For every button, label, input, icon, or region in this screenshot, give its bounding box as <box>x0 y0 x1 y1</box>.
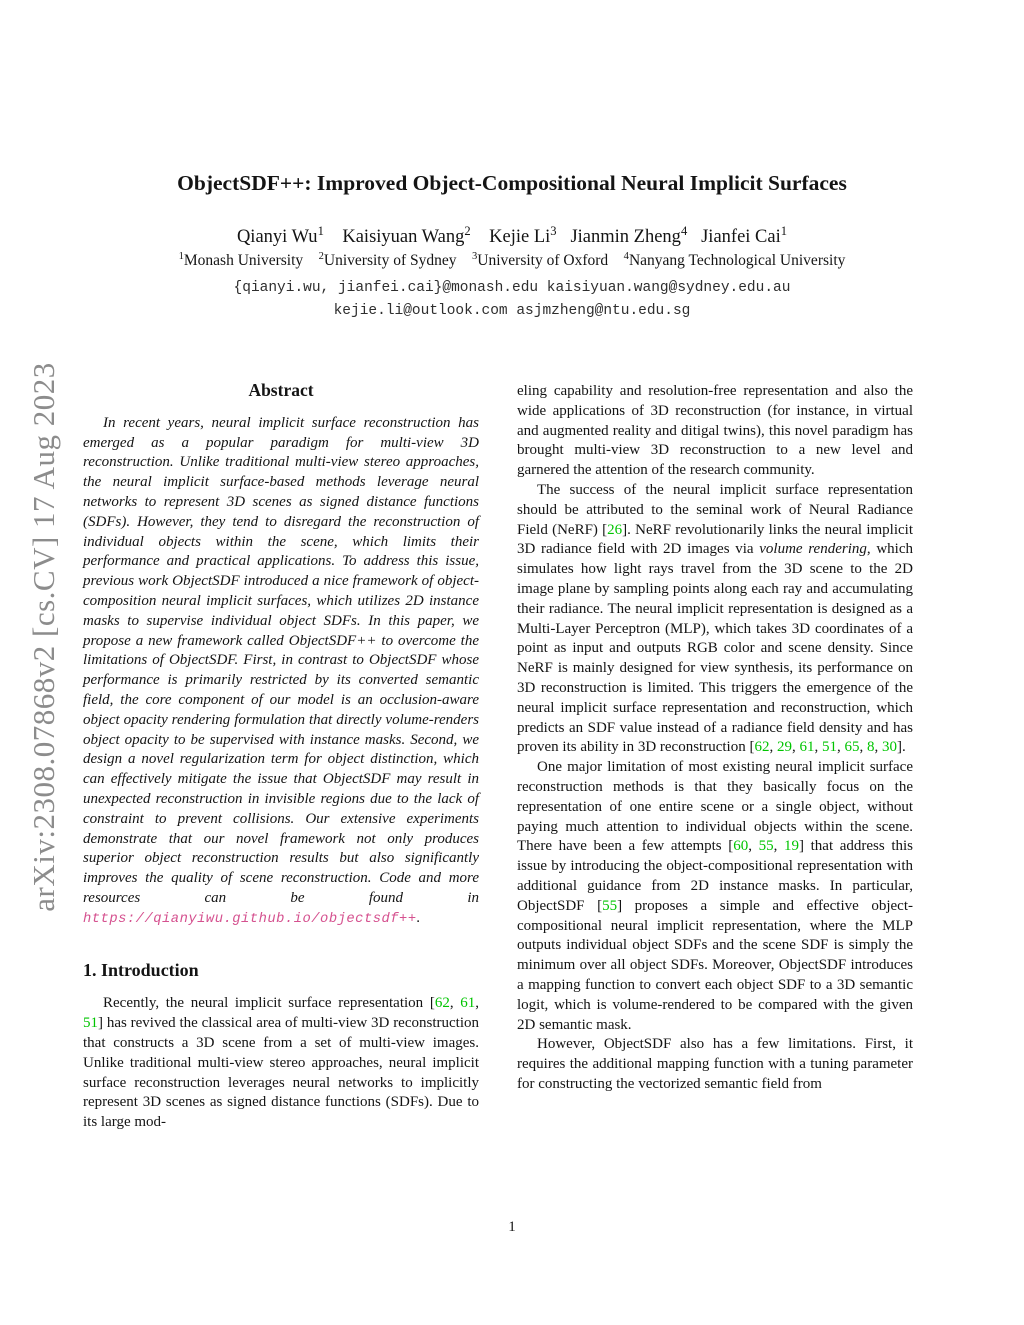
citation-link[interactable]: 29 <box>776 739 792 756</box>
citation-link[interactable]: 51 <box>821 739 837 756</box>
body-paragraph: One major limitation of most existing neural implicit surface reconstruction methods is that they basically focus on the representation of one entire scene or a single object, without paying much attention to individual objects within the scene. There have been a few attempts [60, 55, 19] that address this issue by introducing the object-compositional representation with additional guidance from 2D instance masks. In particular, ObjectSDF [55] proposes a simple and effective object-compositional neural implicit representation, where the MLP outputs individual object SDFs and the scene SDF is simply the minimum over all object SDFs. Moreover, ObjectSDF introduces a mapping function to convert each object SDF to a 3D semantic logit, which is volume-rendered to be compared with the given 2D semantic mask. <box>517 759 914 1033</box>
page-number: 1 <box>508 1219 516 1235</box>
citation-link[interactable]: 60 <box>733 838 749 855</box>
superscript: 1 <box>780 223 788 238</box>
citation-link[interactable]: 61 <box>460 995 476 1012</box>
citation-link[interactable]: 55 <box>602 897 618 914</box>
citation-link[interactable]: 8 <box>866 739 875 756</box>
arxiv-watermark: arXiv:2308.07868v2 [cs.CV] 17 Aug 2023 <box>26 362 61 912</box>
superscript: 4 <box>680 223 688 238</box>
superscript: 4 <box>623 250 629 262</box>
author-line: Qianyi Wu$^1$ Kaisiyuan Wang$^2$ Kejie Li$^3$ Jianmin Zheng$^4$ Jianfei Cai$^1$ <box>236 223 788 247</box>
paper-header <box>0 171 1024 323</box>
superscript: 3 <box>472 250 478 262</box>
body-paragraph: eling capability and resolution-free representation and also the wide applications of 3D reconstruction (for instance, in virtual and augmented reality and ditigal twins), this novel paradigm has brought multi-view 3D reconstruction to a new level and garnered the attention of the research community. <box>517 383 913 479</box>
superscript: 2 <box>318 250 324 262</box>
introduction-paragraph: Recently, the neural implicit surface representation [62, 61, 51] has revived the classical area of multi-view 3D reconstruction that constructs a 3D scene from a set of multi-view images. Unlike traditional multi-view stereo approaches, neural implicit surface reconstruction leverages neural networks to implicitly represent 3D scenes as signed distance functions (SDFs). Due to its large mod- <box>83 995 480 1131</box>
superscript: 1 <box>178 250 184 262</box>
left-column <box>83 381 479 1133</box>
superscript: 3 <box>550 223 557 238</box>
abstract-heading: Abstract <box>248 380 314 400</box>
citation-link[interactable]: 51 <box>83 1015 98 1032</box>
body-paragraph: The success of the neural implicit surface representation should be attributed to the seminal work of Neural Radiance Field (NeRF) [26]. NeRF revolutionarily links the neural implicit 3D radiance field with 2D images via volume rendering, which simulates how light rays travel from the 3D scene to the 2D image plane by sampling points along each ray and accumulating their radiance. The neural implicit representation is designed as a Multi-Layer Perceptron (MLP), which takes 3D coordinates of a point as input and outputs RGB color and scene density. Since NeRF is mainly designed for view synthesis, its performance on 3D reconstruction is limited. This triggers the emergence of the neural implicit surface representation and reconstruction, which predicts an SDF value instead of a radiance field density and has proven its ability in 3D reconstruction [62, 29, 61, 51, 65, 8, 30]. <box>517 481 913 756</box>
citation-link[interactable]: 30 <box>881 739 897 756</box>
citation-link[interactable]: 26 <box>607 521 623 538</box>
citation-link[interactable]: 19 <box>784 838 800 855</box>
superscript: 2 <box>464 223 471 238</box>
affiliation-line: $^1$Monash University $^2$University of Sydney $^3$University of Oxford $^4$Nanyang Technological University <box>178 250 846 269</box>
email-block <box>0 277 1024 323</box>
url-link[interactable]: https://qianyiwu.github.io/objectsdf++ <box>83 911 417 927</box>
citation-link[interactable]: 62 <box>754 739 770 756</box>
abstract-paragraph: In recent years, neural implicit surface reconstruction has emerged as a popular paradigm for multi-view 3D reconstruction. Unlike traditional multi-view stereo approaches, the neural implicit surface-based methods leverage neural networks to represent 3D scenes as signed distance functions (SDFs). However, they tend to disregard the reconstruction of individual objects within the scene, which limits their performance and practical applications. To address this issue, previous work ObjectSDF introduced a nice framework of object-composition neural implicit surfaces, which utilizes 2D instance masks to supervise individual object SDFs. In this paper, we propose a new framework called ObjectSDF++ to overcome the limitations of ObjectSDF. First, in contrast to ObjectSDF whose performance is primarily restricted by its converted semantic field, the core component of our model is an occlusion-aware object opacity rendering formulation that directly volume-renders object opacity to be supervised with instance masks. Second, we design a novel regularization term for object distinction, which can effectively mitigate the issue that ObjectSDF may result in unexpected reconstruction in invisible regions due to the lack of constraint to prevent collisions. Our extensive experiments demonstrate that our novel framework not only produces superior object reconstruction results but also significantly improves the quality of scene reconstruction. Code and more resources can be found in https://qianyiwu.github.io/objectsdf++. <box>83 414 479 927</box>
section-heading-introduction: 1. Introduction <box>83 959 199 980</box>
citation-link[interactable]: 62 <box>434 995 450 1012</box>
email-line-1: {qianyi.wu, jianfei.cai}@monash.edu kaisiyuan.wang@sydney.edu.au <box>233 280 791 296</box>
body-paragraph: However, ObjectSDF also has a few limitations. First, it requires the additional mapping function with a tuning parameter for constructing the vectorized semantic field from <box>517 1036 913 1092</box>
citation-link[interactable]: 65 <box>844 739 860 756</box>
page-title: ObjectSDF++: Improved Object-Compositional Neural Implicit Surfaces <box>177 171 847 195</box>
citation-link[interactable]: 55 <box>758 838 774 855</box>
email-line-2: kejie.li@outlook.com asjmzheng@ntu.edu.sg <box>333 303 691 319</box>
citation-link[interactable]: 61 <box>799 739 815 756</box>
superscript: 1 <box>317 223 324 238</box>
right-column <box>517 382 913 1095</box>
